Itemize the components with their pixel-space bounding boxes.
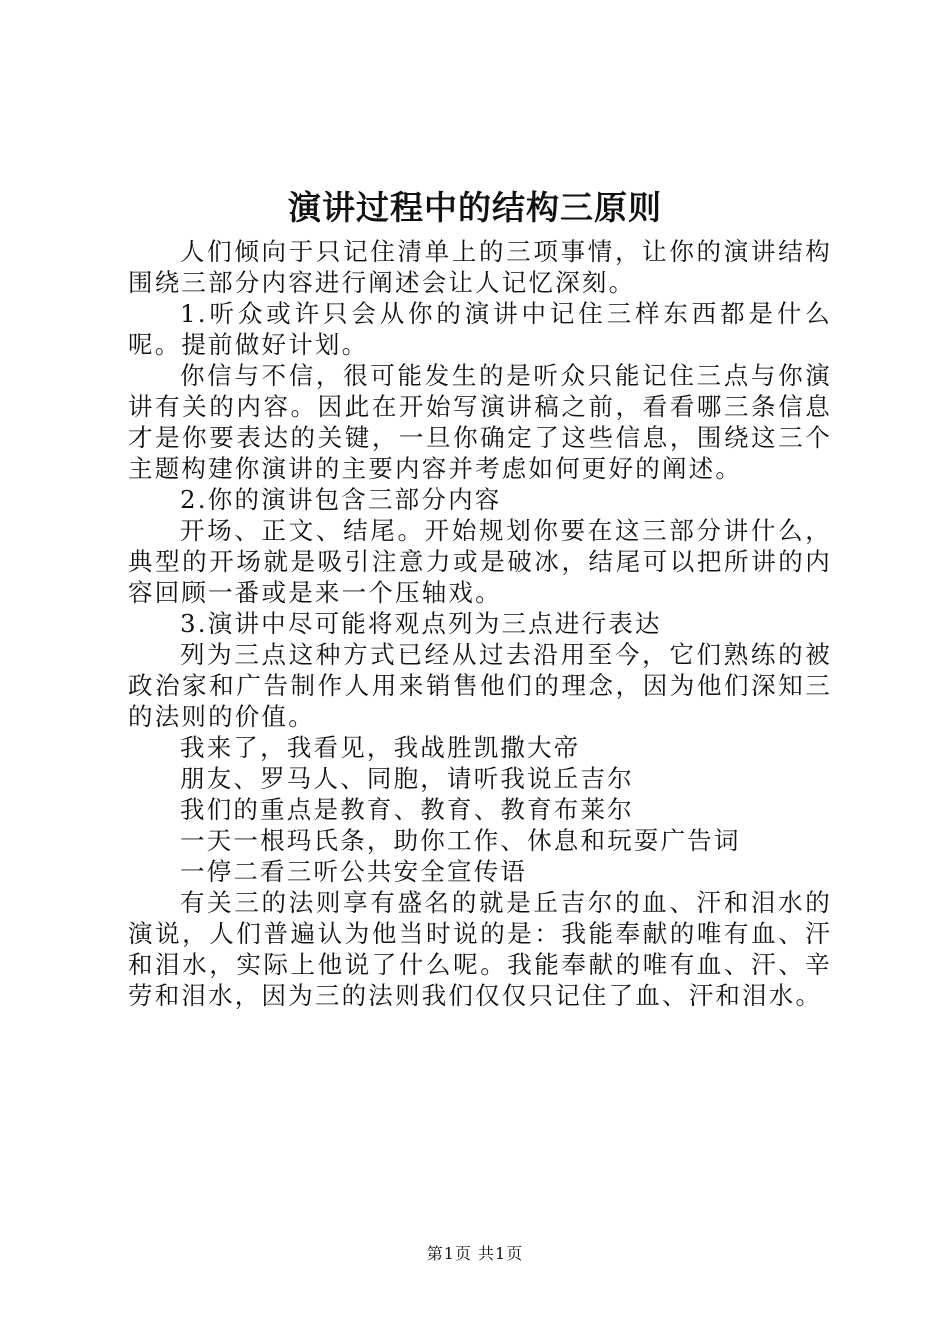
paragraph: 3.演讲中尽可能将观点列为三点进行表达 [180,609,662,638]
document-title: 演讲过程中的结构三原则 [288,188,662,227]
paragraph: 我们的重点是教育、教育、教育布莱尔 [180,795,634,824]
paragraph: 一停二看三听公共安全宣传语 [180,857,528,886]
paragraph: 列为三点这种方式已经从过去沿用至今，它们熟练的被政治家和广告制作人用来销售他们的理念，因为他们深知三的法则的价值。 [128,640,832,731]
paragraph: 人们倾向于只记住清单上的三项事情，让你的演讲结构围绕三部分内容进行阐述会让人记忆深刻。 [128,237,832,297]
paragraph: 1.听众或许只会从你的演讲中记住三样东西都是什么呢。提前做好计划。 [128,299,832,359]
document-body [128,236,832,1011]
paragraph: 有关三的法则享有盛名的就是丘吉尔的血、汗和泪水的演说，人们普遍认为他当时说的是：我能奉献的唯有血、汗和泪水，实际上他说了什么呢。我能奉献的唯有血、汗、辛劳和泪水，因为三的法则我们仅仅只记住了血、汗和泪水。 [128,888,832,1010]
page-footer: 第1页 共1页 [426,1244,524,1263]
paragraph: 朋友、罗马人、同胞，请听我说丘吉尔 [180,764,634,793]
paragraph: 2.你的演讲包含三部分内容 [180,485,502,514]
paragraph: 你信与不信，很可能发生的是听众只能记住三点与你演讲有关的内容。因此在开始写演讲稿之前，看看哪三条信息才是你要表达的关键，一旦你确定了这些信息，围绕这三个主题构建你演讲的主要内容并考虑如何更好的阐述。 [128,361,832,483]
paragraph: 我来了，我看见，我战胜凯撒大帝 [180,733,581,762]
paragraph: 一天一根玛氏条，助你工作、休息和玩耍广告词 [180,826,741,855]
paragraph: 开场、正文、结尾。开始规划你要在这三部分讲什么，典型的开场就是吸引注意力或是破冰，结尾可以把所讲的内容回顾一番或是来一个压轴戏。 [128,516,832,607]
